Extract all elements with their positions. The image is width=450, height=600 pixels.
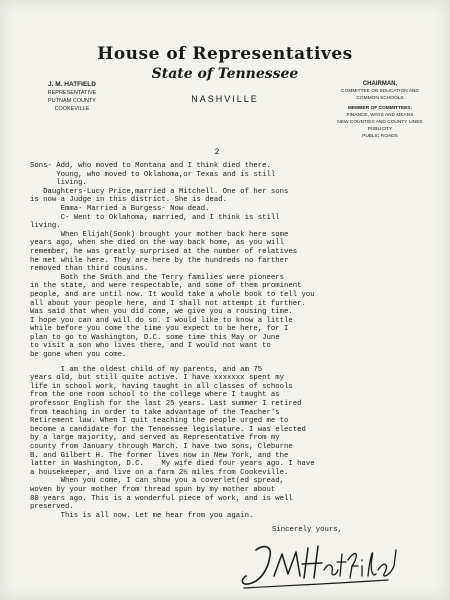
letter-line: woven by your mother from thread spun by my mother about: [30, 485, 276, 494]
letter-line: Both the Smith and the Terry families were pioneers: [30, 273, 284, 282]
letter-line: latter in Washington, D.C. My wife died four years ago. I have: [30, 460, 315, 469]
letter-line: years old, but still quite active. I have xxxxxxx spent my: [30, 374, 284, 383]
letter-line: to visit a son who lives there, and I would not want to: [30, 342, 271, 351]
letter-line: be gone when you come.: [30, 351, 127, 360]
chairman-label: CHAIRMAN,: [362, 81, 398, 87]
letter-line: is now a Judge in this district. She is dead.: [30, 196, 228, 205]
letter-line: become a candidate for the Tennessee legislature. I was elected: [30, 425, 306, 434]
letter-line: removed than third cousins.: [30, 265, 149, 274]
letter-line: This is all now. Let me hear from you again.: [30, 511, 254, 520]
letter-line: C- Went to Oklahoma, married, and I think is still: [30, 213, 280, 222]
representative-name: J. M. HATFIELD: [48, 81, 96, 88]
letterhead-right-block: [326, 81, 434, 140]
letter-line: while before you come the time you expect to be here, for I: [30, 325, 289, 334]
letter-line: county from January through March. I have two sons, Cleburne: [30, 443, 293, 451]
letter-line: remember, he was greatly surprised at the number of relatives: [30, 247, 298, 256]
letter-line: all about your people here, and I shall not attempt it further.: [30, 299, 306, 308]
letter-line: Emma- Married a Burgess- Now dead.: [30, 204, 210, 213]
page-number: 2: [214, 148, 220, 157]
member-committee: FINANCE, WAYS AND MEANS: [346, 113, 414, 118]
letter-line: he met while here. They are here by the hundreds no farther: [30, 256, 289, 265]
letter-line: living.: [30, 222, 61, 231]
letter-line: 80 years ago. This is a wonderful piece of work, and is well: [30, 494, 293, 503]
committee-line: COMMITTEE ON EDUCATION AND: [341, 89, 419, 94]
letter-line: a housekeeper, and live on a farm 2½ miles from Cookeville.: [30, 468, 289, 477]
letter-body: [30, 162, 440, 520]
letter-line: plan to go to Washington, D.C. some time this May or June: [30, 333, 280, 342]
closing-text: Sincerely yours,: [272, 526, 343, 534]
letter-line: When Elijah(Sonk) brought your mother back here some: [30, 230, 289, 239]
letterhead-title: House of Representatives: [97, 44, 353, 64]
letter-line: people, and are until now. It would take a whole book to tell you: [30, 290, 315, 299]
member-committee: PUBLIC ROADS: [362, 134, 398, 139]
letter-line: Was said that when you did come, we give you a rousing time.: [30, 308, 293, 317]
letterhead-state: State of Tennessee: [151, 66, 299, 82]
letter-line: B. and Gilbert H. The former lives now in New York, and the: [30, 451, 289, 460]
representative-county: PUTNAM COUNTY: [48, 98, 96, 104]
letter-line: preserved.: [30, 503, 74, 512]
letter-line: When you come, I can show you a coverlet(ed spread,: [30, 477, 284, 486]
committee-line: COMMON SCHOOLS: [356, 96, 404, 101]
letter-line: life in school work, having taught in all classes of schools: [30, 382, 293, 391]
letter-line: living.: [30, 179, 87, 188]
letter-line: Daughters-Lucy Price,married a Mitchell. One of her sons: [30, 187, 289, 196]
handwritten-signature: [238, 536, 408, 596]
letter-line: from teaching in order to take advantage of the Teacher's: [30, 408, 280, 417]
letterhead-left-block: [32, 81, 112, 113]
letter-line: from the one room school to the college where I taught as: [30, 391, 280, 400]
representative-role: REPRESENTATIVE: [47, 90, 97, 96]
letter-line: by a large majority, and served as Representative from my: [30, 434, 280, 443]
letter-line: I am the oldest child of my parents, and am 75: [30, 365, 263, 374]
letter-line: Retirement law. When I quit teaching the people urged me to: [30, 417, 289, 426]
letter-line: Young, who moved to Oklahoma,or Texas and is still: [30, 170, 276, 179]
member-committee: PUBLICITY: [367, 127, 393, 132]
letter-line: years ago, when she died on the way back home, as you will: [30, 239, 284, 248]
letter-line: in the state, and were respectable, and some of them prominent: [30, 282, 302, 291]
member-committee: NEW COUNTIES AND COUNTY LINES: [337, 120, 423, 125]
representative-town: COOKEVILLE: [54, 106, 90, 112]
letter-line: Sons- Add, who moved to Montana and I think died there.: [30, 162, 271, 170]
letter-line: professor English for the last 25 years. Last summer I retired: [30, 400, 302, 409]
letter-line: I hope you can and will do so. I would like to know a little: [30, 316, 293, 325]
member-label: MEMBER OF COMMITTEES:: [347, 106, 413, 111]
letterhead-city: NASHVILLE: [191, 94, 259, 104]
